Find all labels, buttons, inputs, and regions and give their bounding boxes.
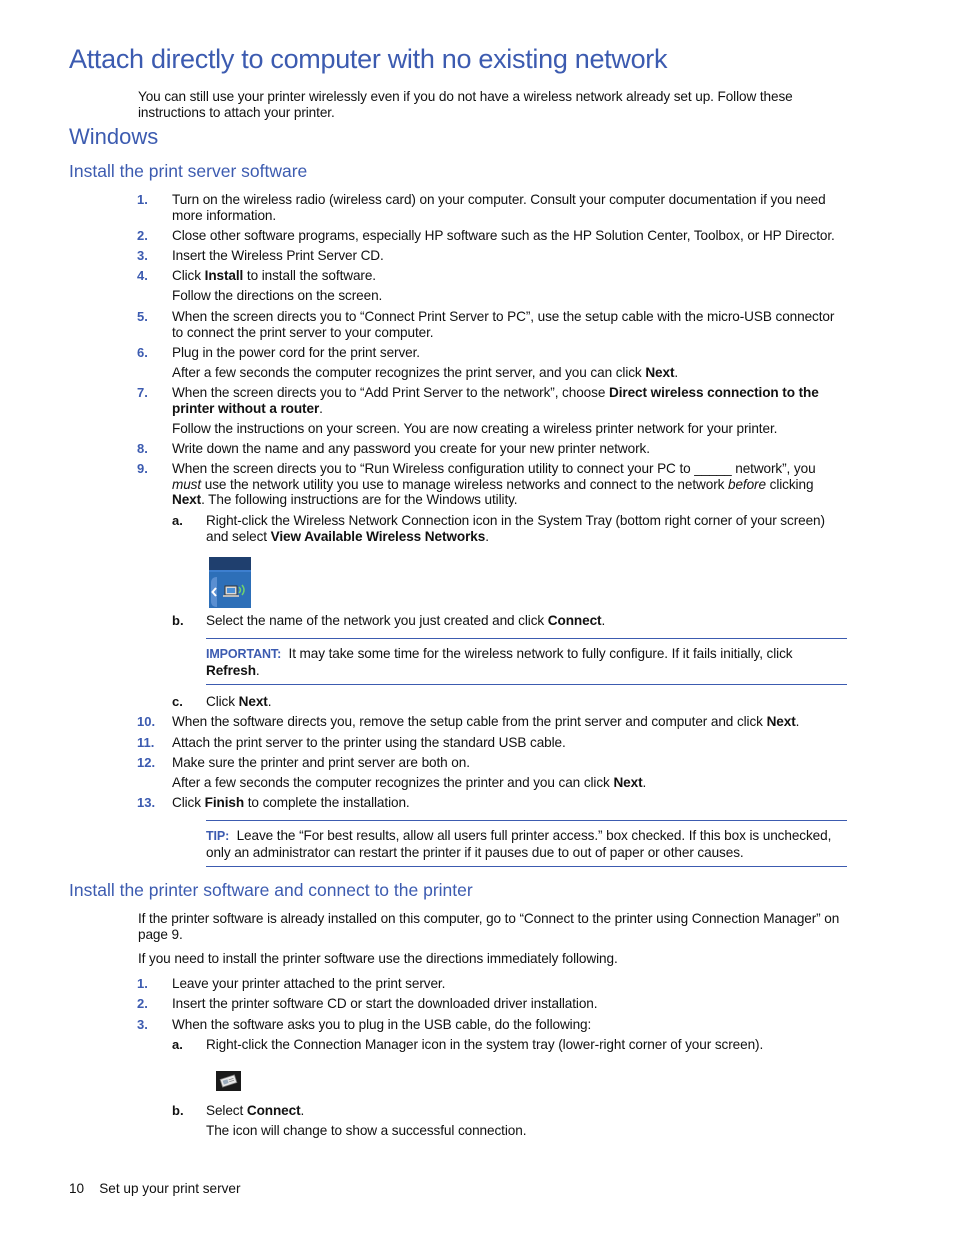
callout-top-rule bbox=[206, 638, 847, 639]
callout-top-rule bbox=[206, 820, 847, 821]
step-number: 10. bbox=[137, 714, 156, 729]
important-callout: IMPORTANT: It may take some time for the wireless network to fully configure. If it fails initially, click Refresh. bbox=[206, 646, 793, 678]
step-text: When the software directs you, remove the setup cable from the print server and computer and click Next. bbox=[172, 714, 800, 729]
windows-heading: Windows bbox=[69, 124, 159, 149]
step-number: 3. bbox=[137, 1017, 148, 1032]
step-text: When the software asks you to plug in the USB cable, do the following: bbox=[172, 1017, 592, 1032]
step-text: Click Install to install the software. bbox=[172, 268, 376, 283]
step-number: 4. bbox=[137, 268, 148, 283]
section2-paragraph: If the printer software is already installed on this computer, go to “Connect to the printer using Connection Manager” on page 9. bbox=[138, 911, 840, 942]
step-number: 7. bbox=[137, 385, 148, 400]
section2-heading: Install the printer software and connect to the printer bbox=[69, 880, 473, 900]
substep-text: Select the name of the network you just created and click Connect. bbox=[206, 613, 606, 628]
step-number: 12. bbox=[137, 755, 156, 770]
step-number: 9. bbox=[137, 461, 148, 476]
step-number: 13. bbox=[137, 795, 156, 810]
substep-letter: a. bbox=[172, 513, 183, 528]
substep-text: Click Next. bbox=[206, 694, 272, 709]
step-text: Make sure the printer and print server are both on. bbox=[172, 755, 470, 770]
callout-bottom-rule bbox=[206, 684, 847, 685]
substep-text: Right-click the Wireless Network Connection icon in the System Tray (bottom right corner of your screen) and select View Available Wireless Networks. bbox=[206, 513, 825, 544]
footer-chapter-title: Set up your print server bbox=[99, 1181, 241, 1196]
tip-callout: TIP: Leave the “For best results, allow all users full printer access.” box checked. If this box is unchecked, only an administrator can restart the printer if it pauses due to out of paper or other causes. bbox=[206, 828, 832, 860]
step-text: Leave your printer attached to the print server. bbox=[172, 976, 446, 991]
step-text: When the screen directs you to “Run Wireless configuration utility to connect your PC to _____ network”, you must use the network utility you use to manage wireless networks and connect to the network before clicking Next. The following instructions are for the Windows utility. bbox=[172, 461, 816, 507]
substep-letter: a. bbox=[172, 1037, 183, 1052]
step-note: After a few seconds the computer recognizes the print server, and you can click Next. bbox=[172, 365, 679, 380]
substep-letter: b. bbox=[172, 1103, 184, 1118]
step-text: Insert the printer software CD or start the downloaded driver installation. bbox=[172, 996, 598, 1011]
step-number: 5. bbox=[137, 309, 148, 324]
substep-text: Select Connect. bbox=[206, 1103, 305, 1118]
tip-label: TIP: bbox=[206, 829, 230, 843]
step-text: When the screen directs you to “Add Print Server to the network”, choose Direct wireless connection to the printer without a router. bbox=[172, 385, 819, 416]
step-number: 2. bbox=[137, 228, 148, 243]
step-note: After a few seconds the computer recognizes the printer and you can click Next. bbox=[172, 775, 647, 790]
important-label: IMPORTANT: bbox=[206, 647, 282, 661]
page-title: Attach directly to computer with no existing network bbox=[69, 44, 668, 74]
substep-letter: b. bbox=[172, 613, 184, 628]
substep-letter: c. bbox=[172, 694, 183, 709]
page-footer bbox=[69, 1181, 241, 1196]
step-text: Write down the name and any password you create for your new printer network. bbox=[172, 441, 650, 456]
substep-text: Right-click the Connection Manager icon in the system tray (lower-right corner of your screen). bbox=[206, 1037, 764, 1052]
step-note: Follow the instructions on your screen. You are now creating a wireless printer network for your printer. bbox=[172, 421, 778, 436]
step-text: Plug in the power cord for the print server. bbox=[172, 345, 420, 360]
page-number: 10 bbox=[69, 1181, 85, 1196]
section2-paragraph: If you need to install the printer software use the directions immediately following. bbox=[138, 951, 618, 966]
connection-manager-icon bbox=[216, 1071, 241, 1091]
step-text: Close other software programs, especially HP software such as the HP Solution Center, Toolbox, or HP Director. bbox=[172, 228, 835, 243]
intro-paragraph: You can still use your printer wirelessly even if you do not have a wireless network already set up. Follow these instructions to attach your printer. bbox=[138, 89, 793, 120]
step-text: Click Finish to complete the installation. bbox=[172, 795, 410, 810]
step-number: 11. bbox=[137, 735, 155, 750]
step-number: 1. bbox=[137, 976, 148, 991]
step-number: 8. bbox=[137, 441, 148, 456]
step-text: Attach the print server to the printer using the standard USB cable. bbox=[172, 735, 566, 750]
wireless-network-tray-icon bbox=[209, 557, 251, 608]
step-number: 6. bbox=[137, 345, 148, 360]
callout-bottom-rule bbox=[206, 866, 847, 867]
substep-note: The icon will change to show a successful connection. bbox=[206, 1123, 527, 1138]
step-note: Follow the directions on the screen. bbox=[172, 288, 383, 303]
step-number: 2. bbox=[137, 996, 148, 1011]
step-number: 3. bbox=[137, 248, 148, 263]
step-text: Insert the Wireless Print Server CD. bbox=[172, 248, 384, 263]
step-text: Turn on the wireless radio (wireless card) on your computer. Consult your computer documentation if you need more information. bbox=[172, 192, 826, 223]
step-number: 1. bbox=[137, 192, 148, 207]
section1-heading: Install the print server software bbox=[69, 161, 308, 181]
step-text: When the screen directs you to “Connect Print Server to PC”, use the setup cable with the micro-USB connector to connect the print server to your computer. bbox=[172, 309, 835, 340]
